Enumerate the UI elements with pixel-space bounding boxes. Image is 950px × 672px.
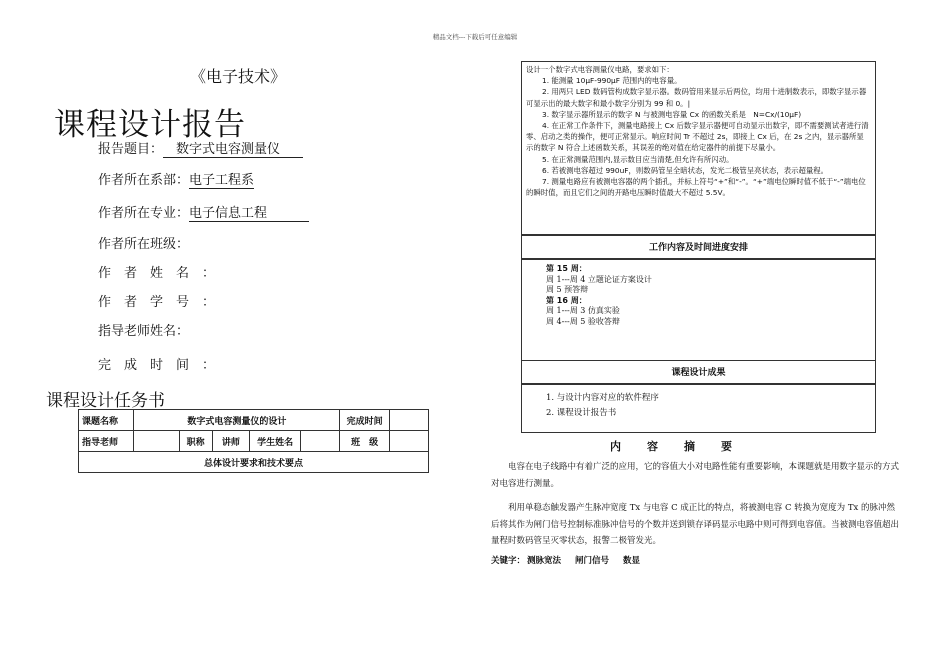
student-value xyxy=(301,431,340,452)
schedule-header: 工作内容及时间进度安排 xyxy=(521,235,876,259)
abstract-paragraph: 利用单稳态触发器产生脉冲宽度 Tx 与电容 C 成正比的特点，将被测电容 C 转换为宽度为 Tx 的脉冲然后将其作为闸门信号控制标准脉冲信号的个数并送到锁存译码显示电路中则可得到电容值。当被测电容值超出量程时数码管呈灭零状态，报警二极管发光。 xyxy=(491,503,900,546)
requirement-item: 7. 测量电路应有被测电容器的两个插孔，并标上符号“+”和“-”。“+”端电位瞬时值不低于“-”端电位的瞬时值，而且它们之间的开路电压瞬时值最大不超过 5.5V。 xyxy=(526,177,866,198)
task-table xyxy=(78,409,429,473)
schedule-line: 周 1---周 3 仿真实验 xyxy=(546,306,620,315)
field-label: 指导老师姓名： xyxy=(98,324,190,339)
report-title: 课程设计报告 xyxy=(54,107,246,143)
topic-label: 课题名称 xyxy=(79,410,134,431)
field-label: 作者所在班级： xyxy=(98,237,190,252)
field-class xyxy=(98,233,189,252)
requirement-item: 4. 在正常工作条件下，测量电路接上 Cx 后数字显示器便可自动显示出数字，即不需要测试者进行清零、启动之类的操作，便可正常显示。响应时间 Tr 不超过 2s，即接上 Cx 后，在 2s 之内，显示器所显示的数字 N 符合上述函数关系，其误差的绝对值在给定器件的前提下尽量小。 xyxy=(526,121,869,153)
requirement-item: 1. 能测量 10μF-990μF 范围内的电容量。 xyxy=(542,76,682,86)
schedule-box xyxy=(521,259,876,361)
field-department xyxy=(98,169,254,189)
field-value: 电子工程系 xyxy=(189,169,254,189)
course-name: 《电子技术》 xyxy=(190,67,287,86)
week-title: 第 16 周： xyxy=(546,295,587,305)
results-box xyxy=(521,384,876,433)
field-label: 作者所在专业： xyxy=(98,206,190,221)
field-author-name xyxy=(98,262,215,281)
field-major xyxy=(98,202,309,222)
rank-value: 讲师 xyxy=(212,431,249,452)
schedule-line: 周 1---周 4 立题论证方案设计 xyxy=(546,274,652,284)
keywords-line xyxy=(491,554,654,566)
field-topic xyxy=(98,138,303,158)
keyword: 闸门信号 xyxy=(575,556,610,566)
rank-label: 职称 xyxy=(179,431,212,452)
field-finish-time xyxy=(98,354,215,373)
field-value: 数字式电容测量仪 xyxy=(163,138,303,158)
student-label: 学生姓名 xyxy=(249,431,300,452)
requirements-box xyxy=(521,61,876,235)
class-value xyxy=(389,431,428,452)
class-label: 班 级 xyxy=(340,431,389,452)
field-label: 作 者 姓 名 ： xyxy=(98,266,216,281)
field-advisor xyxy=(98,320,189,339)
week-title: 第 15 周： xyxy=(546,264,587,273)
time-label: 完成时间 xyxy=(340,410,389,431)
requirements-intro: 设计一个数字式电容测量仪电路，要求如下： xyxy=(526,65,674,74)
table-row xyxy=(79,431,429,452)
task-book-title: 课程设计任务书 xyxy=(46,391,165,411)
results-header: 课程设计成果 xyxy=(521,360,876,384)
abstract-title: 内容摘要 xyxy=(610,440,758,453)
field-label: 作 者 学 号 ： xyxy=(98,295,216,310)
schedule-line: 周 4---周 5 验收答辩 xyxy=(546,316,620,326)
requirement-item: 5. 在正常测量范围内,显示数目应当清楚,但允许有所闪动。 xyxy=(542,154,734,164)
topic-value: 数字式电容测量仪的设计 xyxy=(134,410,340,431)
teacher-label: 指导老师 xyxy=(79,431,134,452)
field-label: 完 成 时 间 ： xyxy=(98,358,216,373)
result-item: 2. 课程设计报告书 xyxy=(546,408,617,418)
header-note: 精品文档---下载后可任意编辑 xyxy=(432,33,518,41)
teacher-value xyxy=(134,431,179,452)
abstract-paragraph: 电容在电子线路中有着广泛的应用，它的容值大小对电路性能有重要影响，本课题就是用数字显示的方式对电容进行测量。 xyxy=(491,462,900,489)
field-student-id xyxy=(98,291,215,310)
requirement-item: 6. 若被测电容超过 990uF，则数码管呈全暗状态，发光二极管呈亮状态，表示超量程。 xyxy=(542,165,829,175)
requirement-item: 3. 数字显示器所显示的数字 N 与被测电容量 Cx 的函数关系是 N=Cx/(10μF) xyxy=(542,109,802,119)
keywords-label: 关键字： xyxy=(491,556,526,566)
keyword: 数显 xyxy=(623,556,641,566)
keyword: 测脉宽法 xyxy=(527,556,562,566)
time-value xyxy=(389,410,428,431)
field-label: 报告题目： xyxy=(98,142,164,157)
schedule-line: 周 5 预答辩 xyxy=(546,285,589,294)
requirements-heading: 总体设计要求和技术要点 xyxy=(79,452,429,473)
table-row xyxy=(79,452,429,473)
field-value: 电子信息工程 xyxy=(189,202,309,222)
result-item: 1. 与设计内容对应的软件程序 xyxy=(546,393,659,403)
requirement-item: 2. 用两只 LED 数码管构成数字显示器。数码管用来显示后两位，均用十进制数表示，即数字显示器可显示出的最大数字和最小数字分别为 99 和 0。| xyxy=(526,87,867,108)
field-label: 作者所在系部： xyxy=(98,173,190,188)
table-row xyxy=(79,410,429,431)
